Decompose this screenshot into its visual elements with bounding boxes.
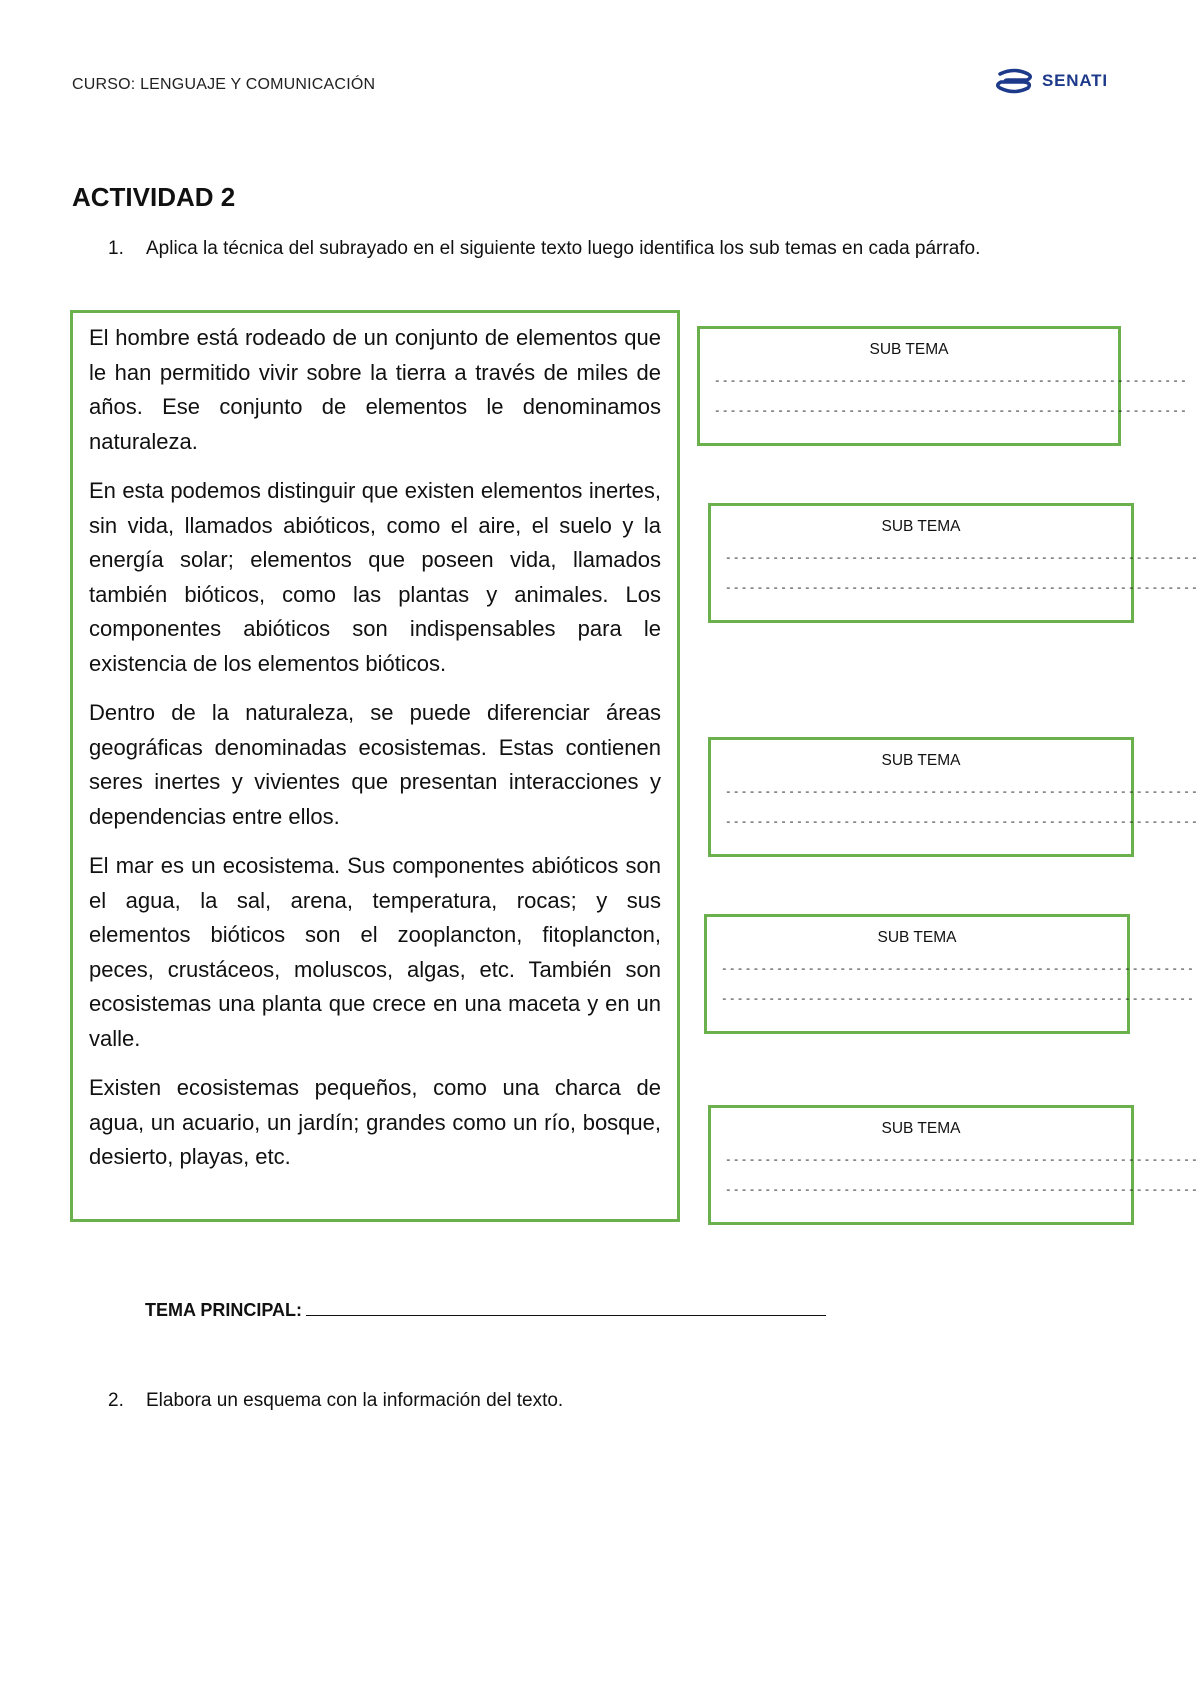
tema-principal <box>145 1300 826 1321</box>
subtema-label: SUB TEMA <box>881 1120 961 1137</box>
paragraph-3: Dentro de la naturaleza, se puede diferenciar áreas geográficas denominadas ecosistemas. Estas contienen seres inertes y vivientes que presentan interacciones y dependencias entre ellos. <box>89 700 661 829</box>
tema-principal-answer-line[interactable] <box>306 1301 826 1316</box>
question-1-text: Aplica la técnica del subrayado en el siguiente texto luego identifica los sub temas en cada párrafo. <box>146 238 981 259</box>
subtema-box-4 <box>704 914 1196 1034</box>
subtema-box-3 <box>708 737 1200 857</box>
activity-title: ACTIVIDAD 2 <box>72 182 236 212</box>
subtema-answer-line[interactable]: ------------------------------------------------------------ <box>714 406 1189 418</box>
question-2-text: Elabora un esquema con la información del texto. <box>146 1390 564 1411</box>
subtema-label: SUB TEMA <box>877 929 957 946</box>
subtema-box-1 <box>697 326 1189 446</box>
subtema-answer-line[interactable]: ------------------------------------------------------------ <box>714 376 1189 388</box>
question-2-number: 2. <box>108 1390 124 1411</box>
paragraph-1: El hombre está rodeado de un conjunto de elementos que le han permitido vivir sobre la tierra a través de miles de años. Ese conjunto de elementos le denominamos naturaleza. <box>89 325 661 454</box>
subtema-answer-line[interactable]: ------------------------------------------------------------ <box>721 964 1196 976</box>
paragraph-4: El mar es un ecosistema. Sus componentes abióticos son el agua, la sal, arena, temperatura, rocas; y sus elementos bióticos son el zooplancton, fitoplancton, peces, crustáceos, moluscos, algas, etc. También son ecosistemas una planta que crece en una maceta y en un valle. <box>89 853 661 1051</box>
subtema-label: SUB TEMA <box>881 752 961 769</box>
subtema-answer-line[interactable]: ------------------------------------------------------------ <box>725 583 1200 595</box>
subtema-answer-line[interactable]: ------------------------------------------------------------ <box>725 787 1200 799</box>
subtema-box-2 <box>708 503 1200 623</box>
tema-principal-label: TEMA PRINCIPAL: <box>145 1300 302 1320</box>
subtema-answer-line[interactable]: ------------------------------------------------------------ <box>725 817 1200 829</box>
reading-text-box <box>70 310 680 1222</box>
subtema-box-5 <box>708 1105 1200 1225</box>
subtema-label: SUB TEMA <box>881 518 961 535</box>
senati-logo <box>994 66 1108 96</box>
question-1-number: 1. <box>108 238 124 259</box>
senati-logo-icon <box>994 69 1034 93</box>
subtema-answer-line[interactable]: ------------------------------------------------------------ <box>721 994 1196 1006</box>
senati-logo-text: SENATI <box>1042 71 1108 90</box>
course-header: CURSO: LENGUAJE Y COMUNICACIÓN <box>72 76 376 93</box>
subtema-answer-line[interactable]: ------------------------------------------------------------ <box>725 1155 1200 1167</box>
subtema-answer-line[interactable]: ------------------------------------------------------------ <box>725 553 1200 565</box>
paragraph-2: En esta podemos distinguir que existen elementos inertes, sin vida, llamados abióticos, como el aire, el suelo y la energía solar; elementos que poseen vida, llamados también bióticos, como las plantas y animales. Los componentes abióticos son indispensables para le existencia de los elementos bióticos. <box>89 478 661 676</box>
paragraph-5: Existen ecosistemas pequeños, como una charca de agua, un acuario, un jardín; grandes como un río, bosque, desierto, playas, etc. <box>89 1075 661 1169</box>
subtema-answer-line[interactable]: ------------------------------------------------------------ <box>725 1185 1200 1197</box>
subtema-label: SUB TEMA <box>869 341 949 358</box>
